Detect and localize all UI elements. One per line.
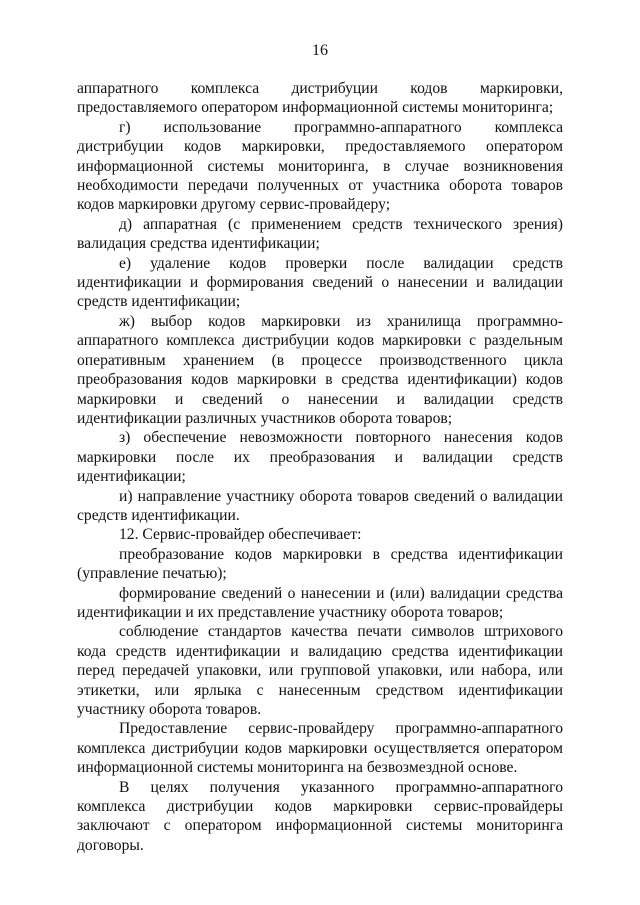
document-body [77, 79, 563, 855]
paragraph-item-i: и) направление участнику оборота товаров сведений о валидации средств идентификации. [77, 487, 563, 524]
paragraph-item-g: г) использование программно-аппаратного комплекса дистрибуции кодов маркировки, предоставляемого оператором информационной системы мониторинга, в случае возникновения необходимости передачи полученных от участника оборота товаров кодов маркировки другому сервис-провайдеру; [77, 118, 563, 214]
paragraph-item-e: е) удаление кодов проверки после валидации средств идентификации и формирования сведений о нанесении и валидации средств идентификации; [77, 254, 563, 311]
paragraph-quality-standards: соблюдение стандартов качества печати символов штрихового кода средств идентификации и валидацию средства идентификации перед передачей упаковки, или групповой упаковки, или набора, или этикетки, или ярлыка с нанесенным средством идентификации участнику оборота товаров. [77, 623, 563, 718]
paragraph-item-z: з) обеспечение невозможности повторного нанесения кодов маркировки после их преобразования и валидации средств идентификации; [77, 429, 563, 486]
paragraph-print-management: преобразование кодов маркировки в средства идентификации (управление печатью); [77, 545, 563, 583]
paragraph-free-provision: Предоставление сервис-провайдеру программно-аппаратного комплекса дистрибуции кодов маркировки осуществляется оператором информационной системы мониторинга на безвозмездной основе. [77, 720, 563, 777]
page-number: 16 [312, 42, 328, 59]
paragraph-continuation: аппаратного комплекса дистрибуции кодов маркировки, предоставляемого оператором информационной системы мониторинга; [77, 80, 563, 117]
paragraph-item-zh: ж) выбор кодов маркировки из хранилища программно-аппаратного комплекса дистрибуции кодов маркировки с раздельным оперативным хранением (в процессе производственного цикла преобразования кодов маркировки в средства идентификации) кодов маркировки и сведений о нанесении и валидации средств идентификации различных участников оборота товаров; [77, 312, 563, 427]
paragraph-info-forming: формирование сведений о нанесении и (или) валидации средства идентификации и их представление участнику оборота товаров; [77, 584, 563, 621]
paragraph-contracts: В целях получения указанного программно-аппаратного комплекса дистрибуции кодов маркировки сервис-провайдеры заключают с оператором информационной системы мониторинга договоры. [77, 778, 563, 854]
paragraph-item-d: д) аппаратная (с применением средств технического зрения) валидация средства идентификации; [77, 215, 563, 253]
paragraph-section-12-heading: 12. Сервис-провайдер обеспечивает: [119, 526, 362, 544]
